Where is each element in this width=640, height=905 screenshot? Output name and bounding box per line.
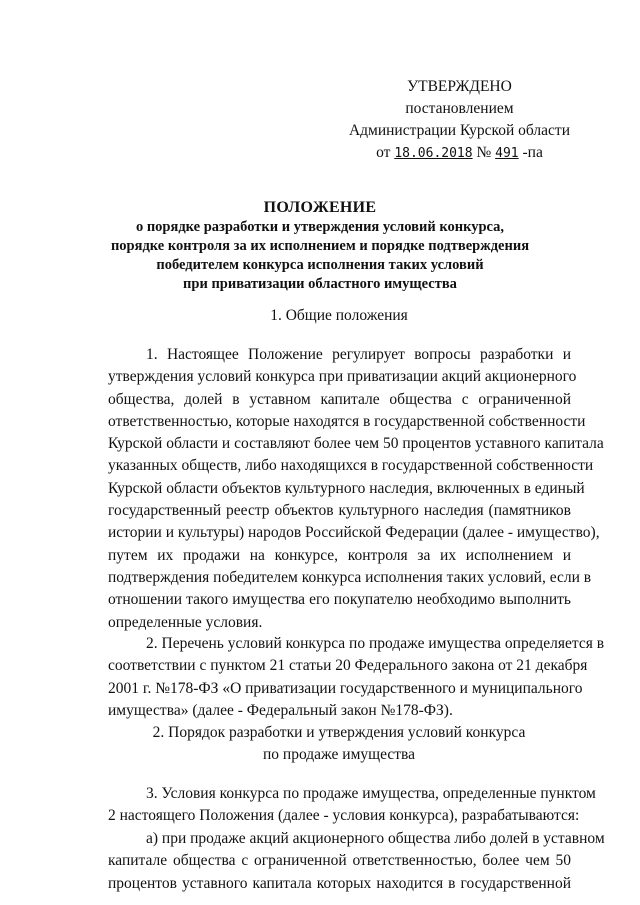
text-line: подтверждения победителем конкурса исполнения таких условий, если в bbox=[108, 568, 592, 586]
text-line: процентов уставного капитала которых находится в государственной bbox=[108, 874, 571, 892]
paragraph-3a bbox=[108, 828, 605, 895]
text-line: 2. Перечень условий конкурса по продаже имущества определяется в bbox=[146, 635, 605, 652]
title-line: при приватизации областного имущества bbox=[183, 276, 457, 292]
approval-authority: Администрации Курской области bbox=[348, 122, 570, 139]
section-2-heading bbox=[108, 722, 570, 766]
text-line: указанных обществ, либо находящихся в государственной собственности bbox=[108, 457, 594, 475]
text-line: утверждения условий конкурса при приватизации акций акционерного bbox=[108, 368, 577, 386]
text-line: Курской области объектов культурного наследия, включенных в единый bbox=[108, 479, 585, 497]
text-line: общества, долей в уставном капитале общества с ограниченной bbox=[108, 390, 571, 408]
section-heading-line: по продаже имущества bbox=[263, 746, 415, 763]
title-line: о порядке разработки и утверждения условий конкурса, bbox=[135, 219, 505, 235]
text-line: отношении такого имущества его покупателю необходимо выполнить bbox=[108, 591, 571, 609]
text-line: 1. Настоящее Положение регулирует вопросы разработки и bbox=[146, 346, 571, 363]
text-line: Курской области и составляют более чем 50 процентов уставного капитала bbox=[108, 435, 604, 453]
paragraph-2 bbox=[108, 633, 605, 722]
approval-number: 491 bbox=[495, 146, 519, 161]
text-line: путем их продажи на конкурсе, контроля за их исполнением и bbox=[108, 546, 571, 564]
text-line: 2 настоящего Положения (далее - условия конкурса), разрабатываются: bbox=[108, 807, 580, 825]
paragraph-3 bbox=[108, 783, 596, 828]
text-line: а) при продаже акций акционерного общества либо долей в уставном bbox=[146, 830, 605, 847]
section-heading-line: 1. Общие положения bbox=[270, 307, 408, 324]
title-line: победителем конкурса исполнения таких условий bbox=[156, 257, 484, 273]
paragraph-1 bbox=[108, 344, 604, 634]
number-suffix: -па bbox=[522, 144, 543, 161]
text-line: государственный реестр объектов культурного наследия (памятников bbox=[108, 502, 571, 520]
date-prefix: от bbox=[376, 144, 391, 161]
text-line: капитале общества с ограниченной ответственностью, более чем 50 bbox=[108, 852, 571, 870]
approval-by: постановлением bbox=[405, 100, 514, 117]
title-line: порядке контроля за их исполнением и порядке подтверждения bbox=[110, 238, 530, 254]
text-line: соответствии с пунктом 21 статьи 20 Федерального закона от 21 декабря bbox=[108, 657, 588, 675]
approval-date-line bbox=[349, 142, 570, 165]
approval-date: 18.06.2018 bbox=[394, 146, 473, 161]
section-1-heading bbox=[108, 305, 570, 327]
section-heading-line: 2. Порядок разработки и утверждения условий конкурса bbox=[152, 724, 526, 741]
text-line: 2001 г. №178-ФЗ «О приватизации государственного и муниципального bbox=[108, 679, 583, 697]
text-line: определенные условия. bbox=[108, 613, 263, 631]
text-line: истории и культуры) народов Российской Федерации (далее - имущество), bbox=[108, 524, 600, 542]
number-sign: № bbox=[476, 144, 492, 161]
text-line: имущества» (далее - Федеральный закон №178-ФЗ). bbox=[108, 701, 453, 719]
document-title bbox=[90, 198, 550, 294]
text-line: 3. Условия конкурса по продаже имущества, определенные пунктом bbox=[146, 785, 596, 802]
approval-stamp bbox=[349, 76, 570, 165]
title-main: ПОЛОЖЕНИЕ bbox=[263, 199, 377, 216]
text-line: ответственностью, которые находятся в государственной собственности bbox=[108, 412, 586, 430]
approval-title: УТВЕРЖДЕНО bbox=[407, 78, 512, 95]
